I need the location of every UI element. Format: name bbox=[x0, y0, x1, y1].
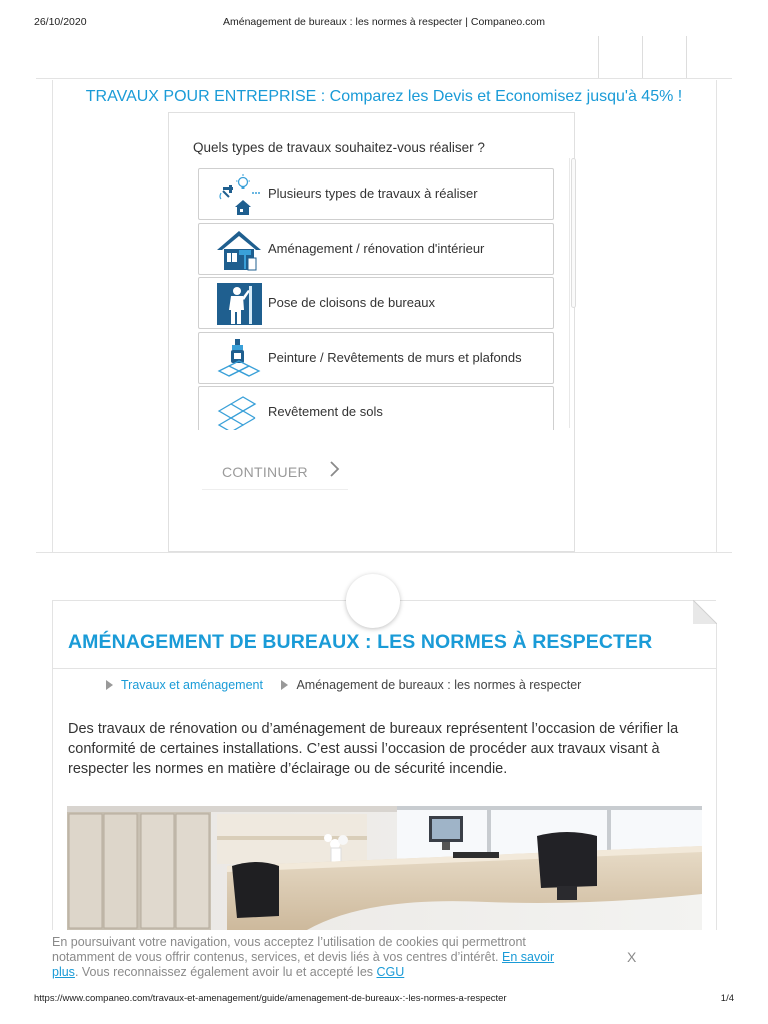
continue-button[interactable] bbox=[202, 448, 348, 490]
print-header bbox=[0, 16, 768, 32]
worker-partition-icon bbox=[215, 282, 263, 326]
option-floor-coverings[interactable] bbox=[198, 386, 554, 430]
house-renovation-icon bbox=[215, 228, 263, 272]
cookie-text bbox=[52, 935, 607, 980]
options-scrollbar[interactable] bbox=[569, 158, 577, 428]
intro-line: respecter les normes en matière d’éclairage ou de sécurité incendie. bbox=[68, 761, 508, 777]
cookie-line: plus. Vous reconnaissez également avoir lu et accepté les CGU bbox=[52, 965, 405, 979]
print-date: 26/10/2020 bbox=[34, 16, 87, 28]
header-divider bbox=[598, 36, 599, 78]
article-title: AMÉNAGEMENT DE BUREAUX : LES NORMES À RESPECTER bbox=[68, 631, 653, 653]
cookie-more-link[interactable]: plus bbox=[52, 965, 75, 979]
breadcrumb-link-travaux[interactable]: Travaux et aménagement bbox=[121, 678, 263, 692]
cookie-line: notamment de vous offrir contenus, services, et devis liés à vos centres d’intérêt. En savoir bbox=[52, 950, 555, 964]
option-label: Plusieurs types de travaux à réaliser bbox=[268, 186, 478, 201]
office-photo bbox=[67, 806, 702, 930]
divider bbox=[36, 552, 732, 553]
option-interior-renovation[interactable] bbox=[198, 223, 554, 275]
breadcrumb-current: Aménagement de bureaux : les normes à respecter bbox=[296, 678, 582, 692]
divider bbox=[716, 80, 717, 552]
breadcrumb bbox=[106, 678, 581, 692]
paint-bucket-icon bbox=[215, 337, 263, 381]
divider bbox=[716, 624, 717, 930]
option-paint-coverings[interactable] bbox=[198, 332, 554, 384]
scroll-top-button[interactable] bbox=[346, 574, 400, 628]
page-fold-icon bbox=[693, 600, 717, 624]
option-label: Pose de cloisons de bureaux bbox=[268, 295, 435, 310]
chevron-right-icon bbox=[329, 460, 341, 483]
intro-line: conformité de certaines installations. C’est aussi l’occasion de procéder aux travaux visant à bbox=[68, 741, 660, 757]
cookie-close-button[interactable]: X bbox=[627, 949, 637, 965]
cookie-banner bbox=[0, 930, 768, 986]
promo-title[interactable]: TRAVAUX POUR ENTREPRISE : Comparez les Devis et Economisez jusqu'à 45% ! bbox=[85, 88, 683, 105]
header-divider bbox=[686, 36, 687, 78]
continue-label: CONTINUER bbox=[222, 464, 308, 480]
option-label: Peinture / Revêtements de murs et plafonds bbox=[268, 350, 522, 365]
page-number: 1/4 bbox=[720, 993, 734, 1004]
header-divider bbox=[642, 36, 643, 78]
print-page-title: Aménagement de bureaux : les normes à respecter | Companeo.com bbox=[223, 16, 545, 28]
breadcrumb-arrow-icon bbox=[281, 680, 288, 690]
option-label: Aménagement / rénovation d'intérieur bbox=[268, 241, 485, 256]
multi-works-icon bbox=[215, 173, 263, 217]
option-multiple-works[interactable] bbox=[198, 168, 554, 220]
cookie-cgu-link[interactable]: CGU bbox=[376, 965, 405, 979]
article-intro bbox=[68, 719, 708, 779]
divider bbox=[36, 78, 732, 79]
cookie-more-link[interactable]: En savoir bbox=[502, 950, 555, 964]
options-list bbox=[198, 168, 558, 430]
option-office-partitions[interactable] bbox=[198, 277, 554, 329]
scrollbar-thumb[interactable] bbox=[571, 158, 576, 308]
divider bbox=[52, 80, 53, 552]
option-label: Revêtement de sols bbox=[268, 404, 383, 419]
form-question: Quels types de travaux souhaitez-vous réaliser ? bbox=[193, 140, 485, 155]
print-url: https://www.companeo.com/travaux-et-amenagement/guide/amenagement-de-bureaux-:-les-normes-a-respecter bbox=[34, 993, 507, 1004]
breadcrumb-arrow-icon bbox=[106, 680, 113, 690]
divider bbox=[52, 600, 53, 930]
divider bbox=[52, 668, 716, 669]
cookie-line: En poursuivant votre navigation, vous acceptez l’utilisation de cookies qui permettront bbox=[52, 935, 526, 949]
intro-line: Des travaux de rénovation ou d’aménagement de bureaux représentent l’occasion de vérifier la bbox=[68, 721, 679, 737]
floor-tiles-icon bbox=[215, 391, 263, 430]
quote-form bbox=[168, 112, 575, 552]
